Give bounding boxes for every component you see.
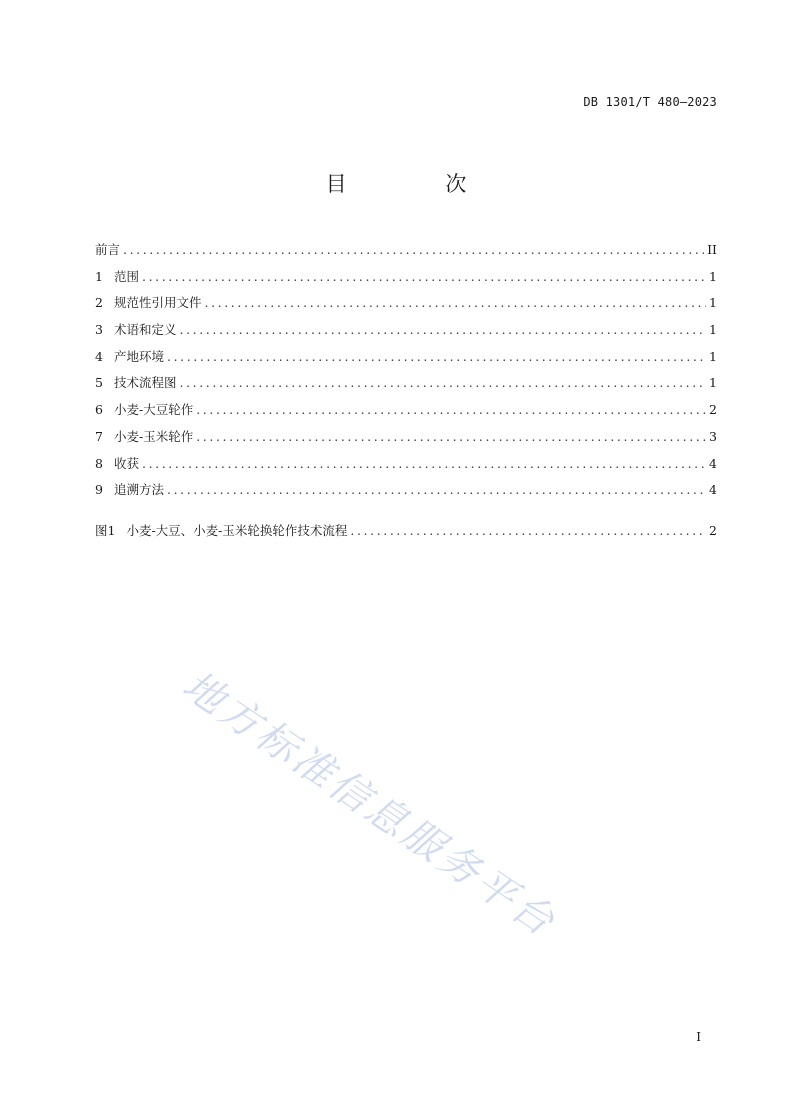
toc-entry-number: 1 bbox=[95, 268, 103, 284]
toc-title: 目 次 bbox=[325, 172, 513, 196]
toc-entry-page: 4 bbox=[709, 482, 717, 498]
toc-entry-foreword[interactable] bbox=[95, 240, 717, 267]
toc-entry-number: 5 bbox=[95, 375, 103, 391]
toc-entry-wheat-corn[interactable] bbox=[95, 427, 717, 454]
toc-entry-page: II bbox=[707, 242, 717, 257]
page-number: I bbox=[696, 1030, 701, 1044]
leader-dots bbox=[142, 456, 706, 471]
toc-entry-label: 产地环境 bbox=[114, 348, 165, 364]
toc-entry-label: 小麦-玉米轮作 bbox=[114, 428, 194, 444]
leader-dots bbox=[180, 375, 706, 390]
toc-entry-number: 6 bbox=[95, 402, 103, 418]
table-of-contents bbox=[95, 240, 717, 548]
leader-dots bbox=[180, 322, 706, 337]
toc-entry-process-flowchart[interactable] bbox=[95, 373, 717, 400]
toc-entry-label: 术语和定义 bbox=[114, 322, 177, 338]
toc-entry-terms-definitions[interactable] bbox=[95, 320, 717, 347]
figure-label: 小麦-大豆、小麦-玉米轮换轮作技术流程 bbox=[126, 522, 348, 538]
toc-entry-production-environment[interactable] bbox=[95, 347, 717, 374]
toc-entry-number: 4 bbox=[95, 348, 103, 364]
toc-entry-label: 小麦-大豆轮作 bbox=[114, 402, 194, 418]
toc-entry-label: 前言 bbox=[95, 242, 121, 257]
toc-entry-number: 9 bbox=[95, 482, 103, 498]
toc-entry-harvest[interactable] bbox=[95, 454, 717, 481]
toc-entry-label: 收获 bbox=[114, 455, 140, 471]
figure-page: 2 bbox=[709, 522, 717, 538]
toc-entry-page: 1 bbox=[709, 322, 717, 338]
document-code: DB 1301/T 480—2023 bbox=[583, 95, 717, 109]
leader-dots bbox=[167, 349, 706, 364]
toc-entry-label: 技术流程图 bbox=[114, 375, 177, 391]
toc-entry-label: 范围 bbox=[114, 268, 140, 284]
toc-entry-wheat-soybean[interactable] bbox=[95, 400, 717, 427]
leader-dots bbox=[142, 269, 706, 284]
leader-dots bbox=[196, 429, 706, 444]
toc-entry-page: 2 bbox=[709, 402, 717, 418]
toc-entry-label: 规范性引用文件 bbox=[114, 295, 202, 311]
toc-entry-number: 8 bbox=[95, 455, 103, 471]
toc-entry-page: 1 bbox=[709, 348, 717, 364]
toc-entry-traceability[interactable] bbox=[95, 480, 717, 507]
toc-entry-page: 1 bbox=[709, 295, 717, 311]
leader-dots bbox=[350, 523, 706, 538]
toc-entry-number: 2 bbox=[95, 295, 103, 311]
toc-entry-page: 1 bbox=[709, 375, 717, 391]
leader-dots bbox=[205, 295, 706, 310]
toc-entry-number: 3 bbox=[95, 322, 103, 338]
toc-figure-entry[interactable] bbox=[95, 521, 717, 548]
figure-number: 图1 bbox=[95, 522, 116, 538]
toc-entry-page: 1 bbox=[709, 268, 717, 284]
toc-entry-label: 追溯方法 bbox=[114, 482, 165, 498]
toc-entry-page: 3 bbox=[709, 428, 717, 444]
leader-dots bbox=[196, 402, 706, 417]
toc-entry-scope[interactable] bbox=[95, 267, 717, 294]
toc-entry-number: 7 bbox=[95, 428, 103, 444]
leader-dots bbox=[123, 242, 704, 257]
toc-entry-page: 4 bbox=[709, 455, 717, 471]
watermark: 地方标准信息服务平台 bbox=[174, 662, 565, 947]
toc-entry-normative-references[interactable] bbox=[95, 293, 717, 320]
leader-dots bbox=[167, 482, 706, 497]
